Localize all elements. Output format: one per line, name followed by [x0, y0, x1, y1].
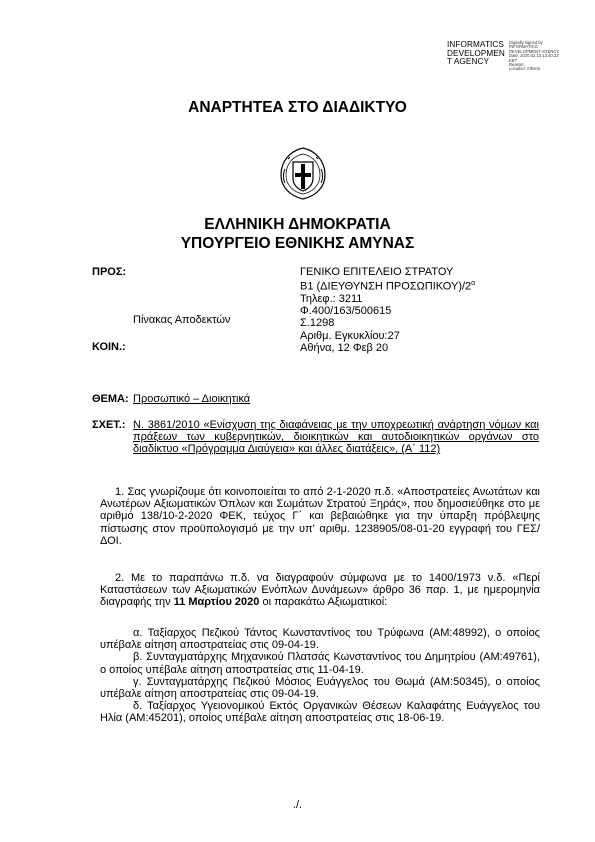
continuation-mark: ./. — [292, 799, 303, 811]
subject-text: Προσωπικό – Διοικητικά — [133, 393, 251, 405]
paragraph-2-text: 2. Με το παραπάνω π.δ. να διαγραφούν σύμφωνα με το 1400/1973 ν.δ. «Περί Καταστάσεων των Αξιωματικών Ενόπλων Δυνάμεων» άρθρο 36 παρ. 1, με ημερομηνία διαγραφής την — [100, 572, 540, 609]
digital-signature-block — [447, 40, 577, 76]
recipient-directorate: Β1 (ΔΙΕΥΘΥΝΣΗ ΠΡΟΣΩΠΙΚΟΥ)/2 — [300, 280, 472, 293]
signature-details — [509, 41, 559, 72]
officer-item: δ. Ταξίαρχος Υγειονομικού Εκτός Οργανικών Θέσεων Καλαφάτης Ευάγγελος του Ηλία (ΑΜ:45201), οποίος υπέβαλε αίτηση αποστρατείας στις 18-06-19. — [100, 700, 540, 725]
officer-item: α. Ταξίαρχος Πεζικού Τάντος Κωνσταντίνος του Τρύφωνα (ΑΜ:48992), ο οποίος υπέβαλε αίτηση αποστρατείας στις 09-04-19. — [100, 627, 540, 652]
officer-item: γ. Συνταγματάρχης Πεζικού Μόσιος Ευάγγελος του Θωμά (ΑΜ:50345), ο οποίος υπέβαλε αίτηση αποστρατείας στις 09-04-19. — [100, 675, 540, 701]
publication-notice: ΑΝΑΡΤΗΤΕΑ ΣΤΟ ΔΙΑΔΙΚΤΥΟ — [188, 99, 407, 116]
phone-line: Τηλεφ.: 3211 — [300, 293, 363, 306]
recipient-line — [300, 278, 540, 293]
signature-detail-line: EET — [509, 57, 518, 63]
republic-title: ΕΛΛΗΝΙΚΗ ΔΗΜΟΚΡΑΤΙΑ — [204, 216, 391, 233]
file-reference: Φ.400/163/500615 — [300, 305, 392, 318]
to-label: ΠΡΟΣ: — [92, 266, 127, 278]
signature-organization — [447, 41, 505, 67]
recipients-table-reference: Πίνακας Αποδεκτών — [133, 314, 231, 326]
signature-detail-line: Digitally signed by — [509, 40, 543, 45]
officer-list — [100, 627, 540, 725]
protocol-number: Σ.1298 — [300, 317, 335, 330]
deletion-date: 11 Μαρτίου 2020 — [173, 596, 260, 609]
paragraph-2 — [100, 572, 540, 609]
place-date: Αθήνα, 12 Φεβ 20 — [300, 341, 389, 354]
recipient-line: ΓΕΝΙΚΟ ΕΠΙΤΕΛΕΙΟ ΣΤΡΑΤΟΥ — [300, 266, 454, 278]
circular-number: Αριθμ. Εγκυκλίου:27 — [300, 329, 400, 342]
recipient-details — [300, 266, 540, 354]
signature-org-line: DEVELOPMEN — [447, 48, 505, 58]
signature-detail-line: Date: 2020.02.13 13:40:23 — [509, 53, 559, 59]
cc-label: ΚΟΙΝ.: — [92, 341, 126, 353]
signature-detail-line: INFORMATICS — [509, 44, 538, 50]
paragraph-1: 1. Σας γνωρίζουμε ότι κοινοποιείται το από 2-1-2020 π.δ. «Αποστρατείες Ανωτάτων και Ανωτέρων Αξιωματικών Όπλων και Σωμάτων Στρατού Ξηράς», που δημοσιεύθηκε στο με αριθμό 138/10-2-2020 ΦΕΚ, τεύχος Γ΄ και βεβαιώθηκε για την ύπαρξη πρόβλεψης πίστωσης στον προϋπολογισμό με την υπ' αριθμ. 1238905/08-01-20 εγγραφή του ΓΕΣ/ΔΟΙ. — [100, 486, 540, 547]
signature-org-line: INFORMATICS — [447, 40, 504, 49]
reference-text: Ν. 3861/2010 «Ενίσχυση της διαφάνειας με την υποχρεωτική ανάρτηση νόμων και πράξεων των κυβερνητικών, διοικητικών και αυτοδιοικητικών οργάνων στο διαδίκτυο «Πρόγραμμα Διαύγεια» και άλλες διατάξεις», (Α΄ 112) — [133, 419, 539, 456]
paragraph-2-tail: οι παρακάτω Αξιωματικοί: — [259, 596, 388, 609]
recipient-superscript: α — [471, 280, 476, 288]
signature-detail-line: Location: Athens — [509, 66, 540, 72]
signature-org-line: T AGENCY — [447, 57, 490, 67]
signature-detail-line: Reason: — [509, 62, 525, 68]
ministry-title: ΥΠΟΥΡΓΕΙΟ ΕΘΝΙΚΗΣ ΑΜΥΝΑΣ — [180, 235, 415, 252]
signature-detail-line: DEVELOPMENT AGENCY — [509, 48, 560, 54]
reference-label: ΣΧΕΤ.: — [92, 419, 126, 431]
subject-label: ΘΕΜΑ: — [92, 393, 129, 405]
officer-item: β. Συνταγματάρχης Μηχανικού Πλατσάς Κωνσταντίνος του Δημητρίου (ΑΜ:49761), ο οποίος υπέβαλε αίτηση αποστρατείας στις 11-04-19. — [100, 651, 540, 676]
coat-of-arms-icon — [276, 145, 330, 201]
